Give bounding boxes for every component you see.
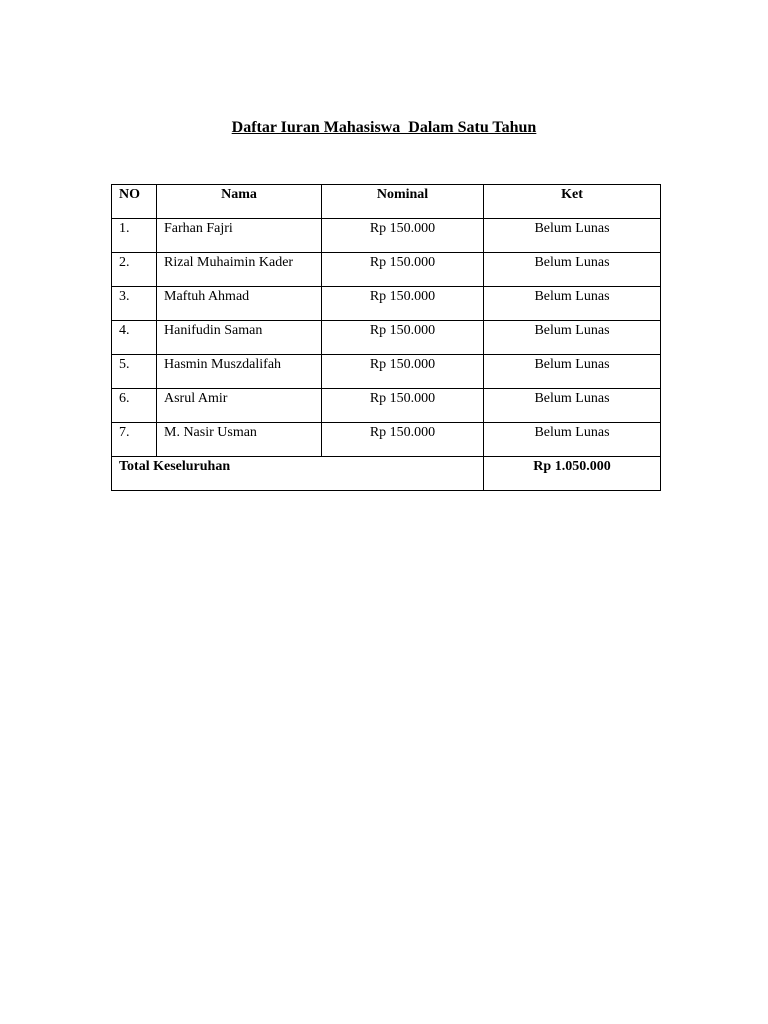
row-ket: Belum Lunas [484, 355, 661, 389]
row-ket: Belum Lunas [484, 219, 661, 253]
row-no: 7. [112, 423, 157, 457]
total-label-text: Total Keseluruhan [119, 459, 231, 474]
row-no: 1. [112, 219, 157, 253]
dues-table [111, 184, 661, 491]
row-no: 6. [112, 389, 157, 423]
total-label [112, 457, 484, 491]
row-ket: Belum Lunas [484, 423, 661, 457]
row-nama: Hanifudin Saman [157, 321, 322, 355]
row-nominal: Rp 150.000 [322, 287, 484, 321]
row-nominal: Rp 150.000 [322, 389, 484, 423]
table-header-row [112, 185, 661, 219]
table-row [112, 219, 661, 253]
row-no: 4. [112, 321, 157, 355]
row-nominal: Rp 150.000 [322, 321, 484, 355]
row-nominal: Rp 150.000 [322, 355, 484, 389]
header-nama: Nama [157, 185, 322, 219]
row-nama: M. Nasir Usman [157, 423, 322, 457]
header-nominal: Nominal [322, 185, 484, 219]
row-nama: Farhan Fajri [157, 219, 322, 253]
table-row [112, 389, 661, 423]
table-row [112, 321, 661, 355]
row-nama: Rizal Muhaimin Kader [157, 253, 322, 287]
total-value: Rp 1.050.000 [484, 457, 661, 491]
table-row [112, 355, 661, 389]
row-nama: Asrul Amir [157, 389, 322, 423]
row-nama: Maftuh Ahmad [157, 287, 322, 321]
header-no: NO [112, 185, 157, 219]
table-row [112, 423, 661, 457]
row-no: 2. [112, 253, 157, 287]
row-no: 5. [112, 355, 157, 389]
row-nama: Hasmin Muszdalifah [157, 355, 322, 389]
row-ket: Belum Lunas [484, 389, 661, 423]
row-nominal: Rp 150.000 [322, 253, 484, 287]
page-title: Daftar Iuran Mahasiswa Dalam Satu Tahun [231, 119, 537, 136]
total-row [112, 457, 661, 491]
table-row [112, 253, 661, 287]
row-no: 3. [112, 287, 157, 321]
header-ket: Ket [484, 185, 661, 219]
row-ket: Belum Lunas [484, 253, 661, 287]
row-nominal: Rp 150.000 [322, 219, 484, 253]
row-ket: Belum Lunas [484, 287, 661, 321]
row-nominal: Rp 150.000 [322, 423, 484, 457]
table-row [112, 287, 661, 321]
row-ket: Belum Lunas [484, 321, 661, 355]
